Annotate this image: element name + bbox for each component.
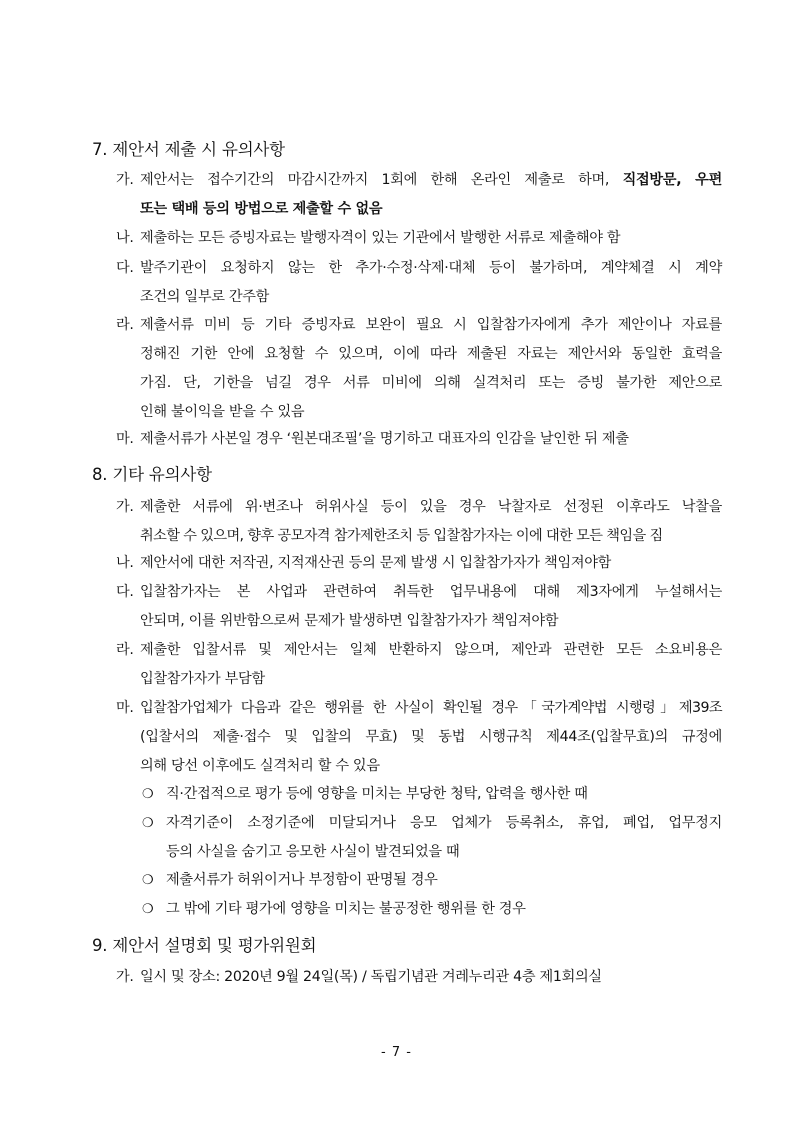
section-8-item-ga — [116, 493, 722, 551]
item-line — [140, 166, 722, 195]
bullet-line: 직·간접적으로 평가 등에 영향을 미치는 부당한 청탁, 압력을 행사한 때 — [166, 786, 588, 802]
item-marker: 나. — [116, 230, 134, 246]
item-line: 입찰참가업체가 다음과 같은 행위를 한 사실이 확인될 경우「국가계약법 시행령」제39조 — [140, 700, 722, 716]
section-8-item-da — [116, 578, 722, 636]
section-7-item-ra — [116, 311, 722, 427]
item-line: (입찰서의 제출·접수 및 입찰의 무효) 및 동법 시행규칙 제44조(입찰무효)의 규정에 — [140, 729, 722, 745]
item-line: 제출한 서류에 위·변조나 허위사실 등이 있을 경우 낙찰자로 선정된 이후라도 낙찰을 — [140, 499, 722, 515]
item-line: 제출한 입찰서류 및 제안서는 일체 반환하지 않으며, 제안과 관련한 모든 소요비용은 — [140, 642, 722, 658]
section-8-item-ra — [116, 636, 722, 694]
section-7-item-na — [116, 224, 722, 253]
section-7-item-ga — [116, 166, 722, 224]
item-line: 제출서류 미비 등 기타 증빙자료 보완이 필요 시 입찰참가자에게 추가 제안이나 자료를 — [140, 317, 722, 333]
item-line: 입찰참가자가 부담함 — [140, 671, 265, 687]
item-bold-text: 직접방문, 우편 — [622, 172, 722, 188]
item-marker: 마. — [116, 700, 134, 716]
item-marker: 가. — [116, 969, 134, 985]
item-text: 제안서는 접수기간의 마감시간까지 1회에 한해 온라인 제출로 하며, — [140, 172, 623, 188]
section-7-item-ma — [116, 425, 722, 454]
section-title-7: 7. 제안서 제출 시 유의사항 — [92, 140, 285, 159]
item-marker: 가. — [116, 499, 134, 515]
item-marker: 라. — [116, 642, 134, 658]
item-line: 가짐. 단, 기한을 넘길 경우 서류 미비에 의해 실격처리 또는 증빙 불가한 제안으로 — [140, 375, 722, 391]
item-line: 취소할 수 있으며, 향후 공모자격 참가제한조치 등 입찰참가자는 이에 대한 모든 책임을 짐 — [140, 528, 663, 544]
item-line: 제출서류가 사본일 경우 ‘원본대조필’을 명기하고 대표자의 인감을 날인한 뒤 제출 — [140, 431, 629, 447]
section-9-item-ga — [116, 963, 722, 992]
bullet-item — [142, 809, 722, 867]
item-marker: 다. — [116, 260, 134, 276]
section-8-item-na — [116, 549, 722, 578]
bullet-line: 등의 사실을 숨기고 응모한 사실이 발견되었을 때 — [166, 844, 460, 860]
item-bold-line: 또는 택배 등의 방법으로 제출할 수 없음 — [140, 201, 383, 217]
circle-bullet-icon: ❍ — [142, 902, 154, 917]
item-line: 정해진 기한 안에 요청할 수 있으며, 이에 따라 제출된 자료는 제안서와 동일한 효력을 — [140, 346, 722, 362]
circle-bullet-icon: ❍ — [142, 816, 154, 831]
item-marker: 다. — [116, 584, 134, 600]
item-line: 인해 불이익을 받을 수 있음 — [140, 404, 305, 420]
item-line: 제안서에 대한 저작권, 지적재산권 등의 문제 발생 시 입찰참가자가 책임져야함 — [140, 555, 612, 571]
bullet-line: 자격기준이 소정기준에 미달되거나 응모 업체가 등록취소, 휴업, 폐업, 업무정지 — [166, 815, 722, 831]
item-line: 일시 및 장소: 2020년 9월 24일(목) / 독립기념관 겨레누리관 4층 제1회의실 — [140, 969, 602, 985]
item-line: 조건의 일부로 간주함 — [140, 289, 270, 305]
item-line: 의해 당선 이후에도 실격처리 할 수 있음 — [140, 758, 380, 774]
bullet-item — [142, 780, 722, 809]
item-line: 안되며, 이를 위반함으로써 문제가 발생하면 입찰참가자가 책임져야함 — [140, 613, 559, 629]
item-line: 제출하는 모든 증빙자료는 발행자격이 있는 기관에서 발행한 서류로 제출해야 함 — [140, 230, 621, 246]
item-marker: 나. — [116, 555, 134, 571]
item-line: 발주기관이 요청하지 않는 한 추가·수정·삭제·대체 등이 불가하며, 계약체결 시 계약 — [140, 260, 722, 276]
page-number: - 7 - — [381, 1045, 412, 1060]
section-8-item-ma — [116, 694, 722, 781]
item-marker: 마. — [116, 431, 134, 447]
section-title-9: 9. 제안서 설명회 및 평가위원회 — [92, 936, 317, 955]
bullet-item — [142, 895, 722, 924]
item-marker: 가. — [116, 172, 134, 188]
bullet-line: 제출서류가 허위이거나 부정함이 판명될 경우 — [166, 872, 438, 888]
circle-bullet-icon: ❍ — [142, 787, 154, 802]
circle-bullet-icon: ❍ — [142, 873, 154, 888]
bullet-line: 그 밖에 기타 평가에 영향을 미치는 불공정한 행위를 한 경우 — [166, 901, 526, 917]
section-7-item-da — [116, 254, 722, 312]
bullet-item — [142, 866, 722, 895]
section-title-8: 8. 기타 유의사항 — [92, 465, 212, 484]
item-marker: 라. — [116, 317, 134, 333]
item-line: 입찰참가자는 본 사업과 관련하여 취득한 업무내용에 대해 제3자에게 누설해서는 — [140, 584, 722, 600]
